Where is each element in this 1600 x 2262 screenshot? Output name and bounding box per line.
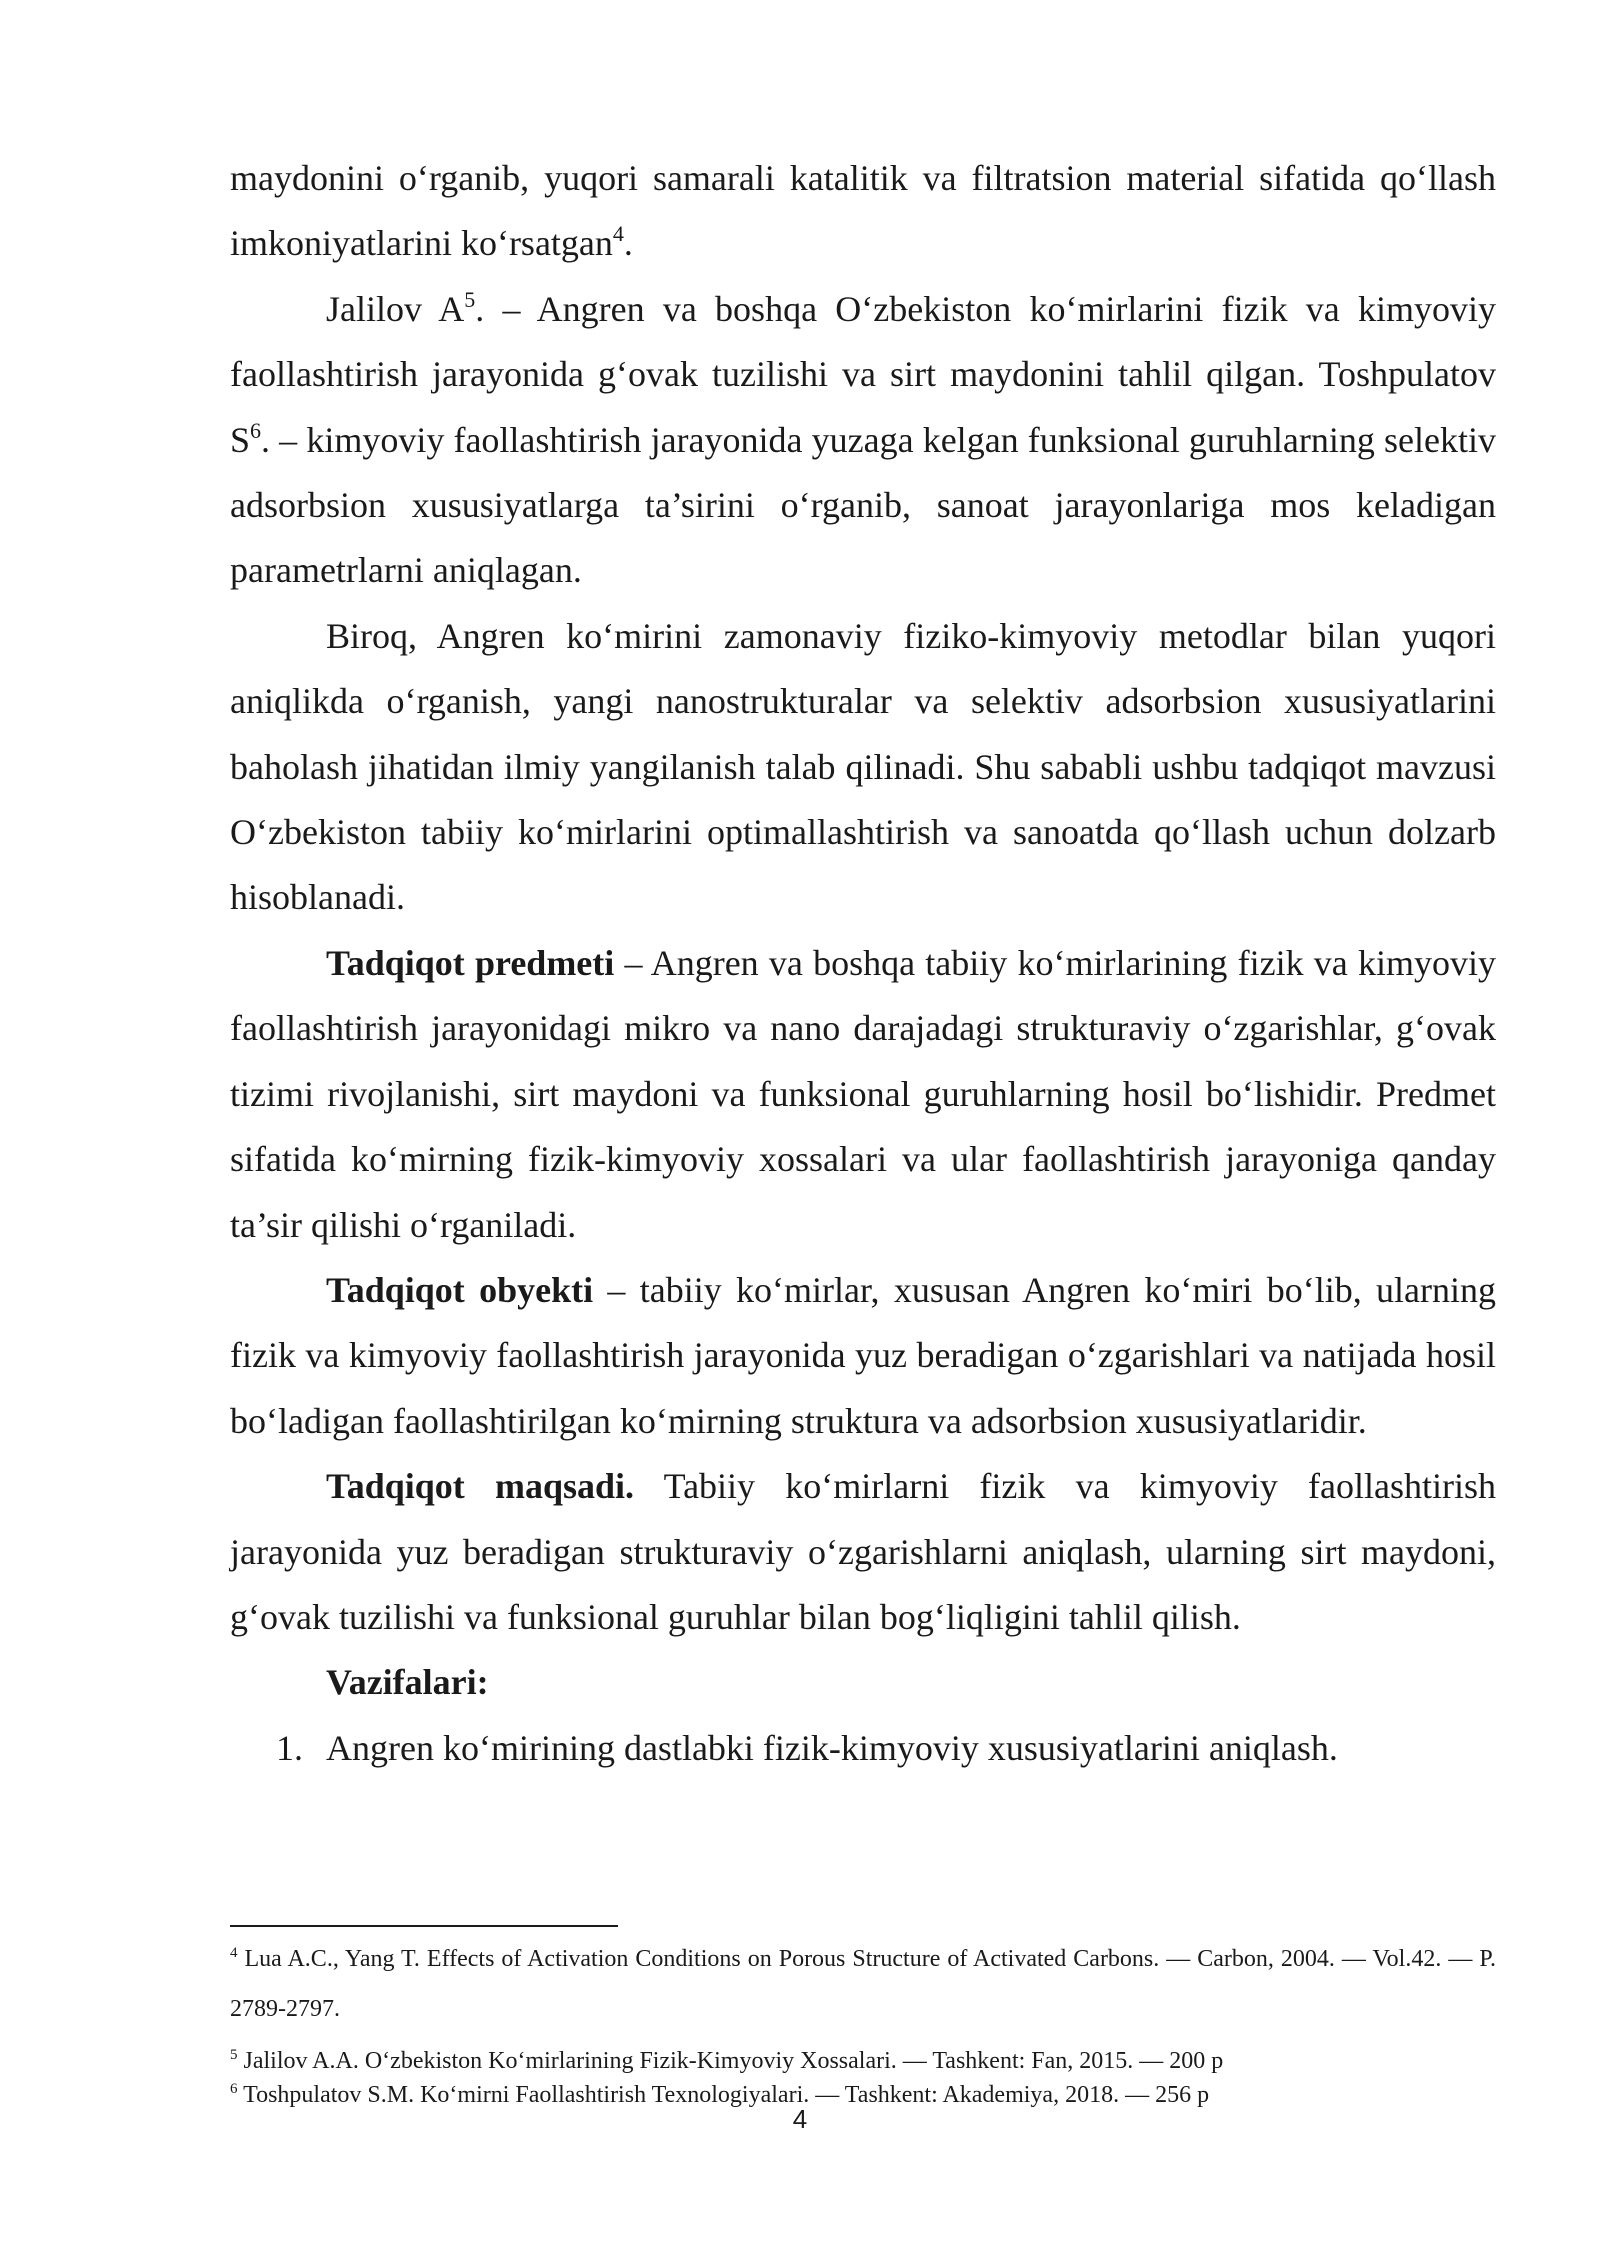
footnote-6: $^6$ Toshpulatov S.M. Ko‘mirni Faollashtirish Texnologiyalari. — Tashkent: Akademiya, 2018. — 256 p	[230, 2081, 1210, 2108]
footnote-ref-4[interactable]: 4	[612, 221, 624, 247]
paragraph-research-subject: Tadqiqot predmeti – Angren va boshqa tabiiy ko‘mirlarining fizik va kimyoviy faollashtirish jarayonidagi mikro va nano darajadagi strukturaviy o‘zgarishlar, g‘ovak tizimi rivojlanishi, sirt maydoni va funksional guruhlarning hosil bo‘lishidir. Predmet sifatida ko‘mirning fizik-kimyoviy xossalari va ular faollashtirish jarayoniga qanday ta’sir qilishi o‘rganiladi.	[230, 942, 1496, 1245]
list-item	[230, 1716, 1496, 1781]
footnote-separator	[230, 1925, 618, 1927]
tasks-heading: Vazifalari:	[326, 1662, 489, 1703]
footnote-ref-5[interactable]: 5	[464, 286, 476, 312]
footnotes	[230, 1934, 1496, 2112]
heading-research-subject: Tadqiqot predmeti	[326, 942, 615, 983]
paragraph-literature-review: Jalilov $A^5$. – Angren va boshqa O‘zbekiston ko‘mirlarini fizik va kimyoviy faollashtirish jarayonida g‘ovak tuzilishi va sirt maydonini tahlil qilgan. Toshpulatov $S^6$. – kimyoviy faollashtirish jarayonida yuzaga kelgan funksional guruhlarning selektiv adsorbsion xususiyatlarga ta’sirini o‘rganib, sanoat jarayonlariga mos keladigan parametrlarni aniqlagan.	[230, 286, 1496, 591]
paragraph-research-goal: Tadqiqot maqsadi. Tabiiy ko‘mirlarni fizik va kimyoviy faollashtirish jarayonida yuz beradigan strukturaviy o‘zgarishlarni aniqlash, ularning sirt maydoni, g‘ovak tuzilishi va funksional guruhlar bilan bog‘liqligini tahlil qilish.	[230, 1466, 1496, 1637]
paragraph-continuation: maydonini o‘rganib, yuqori samarali katalitik va filtratsion material sifatida qo‘llash imkoniyatlarini ko‘rsatgan$^4$.	[230, 158, 1496, 264]
body-text	[230, 146, 1496, 1781]
paragraph-relevance: Biroq, Angren ko‘mirini zamonaviy fiziko-kimyoviy metodlar bilan yuqori aniqlikda o‘rganish, yangi nanostrukturalar va selektiv adsorbsion xususiyatlarini baholash jihatidan ilmiy yangilanish talab qilinadi. Shu sababli ushbu tadqiqot mavzusi O‘zbekiston tabiiy ko‘mirlarini optimallashtirish va sanoatda qo‘llash uchun dolzarb hisoblanadi.	[230, 615, 1496, 918]
list-item-text: Angren ko‘mirining dastlabki fizik-kimyoviy xususiyatlarini aniqlash.	[326, 1727, 1338, 1768]
paragraph-research-object: Tadqiqot obyekti – tabiiy ko‘mirlar, xususan Angren ko‘miri bo‘lib, ularning fizik va kimyoviy faollashtirish jarayonida yuz beradigan o‘zgarishlari va natijada hosil bo‘ladigan faollashtirilgan ko‘mirning struktura va adsorbsion xususiyatlaridir.	[230, 1269, 1496, 1441]
footnote-ref-6[interactable]: 6	[250, 417, 262, 443]
heading-research-object: Tadqiqot obyekti	[326, 1269, 594, 1310]
footnote-5: $^5$ Jalilov A.A. O‘zbekiston Ko‘mirlarining Fizik-Kimyoviy Xossalari. — Tashkent: Fan, 2015. — 200 p	[230, 2047, 1224, 2074]
heading-research-goal: Tadqiqot maqsadi.	[326, 1466, 635, 1507]
footnote-4: $^4$ Lua A.C., Yang T. Effects of Activation Conditions on Porous Structure of Activated Carbons. — Carbon, 2004. — Vol.42. — P. 2789-2797.	[230, 1945, 1497, 2022]
page-number: 4	[792, 2104, 808, 2134]
list-item-number: 1.	[276, 1727, 303, 1768]
